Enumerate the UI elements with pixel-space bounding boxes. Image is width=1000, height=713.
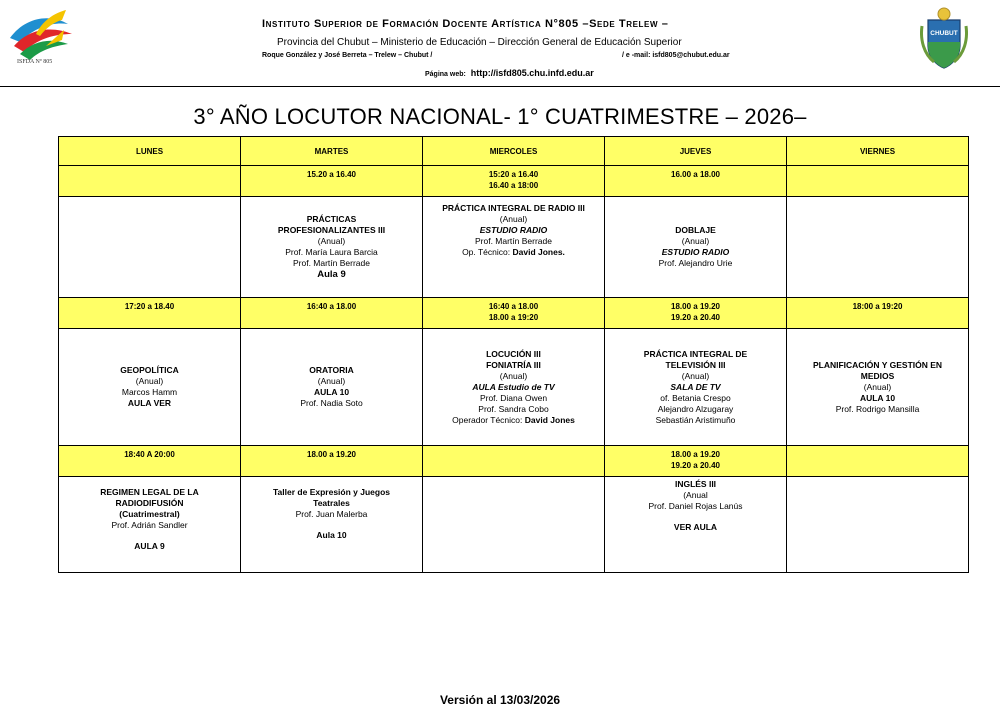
subject-title: PRÁCTICA INTEGRAL DE [643,348,748,359]
subject-cell-empty [423,477,605,573]
time-cell: 18.00 a 19.20 19.20 a 20.40 [605,446,787,477]
subject-cell [241,477,423,573]
subject-title: PRÁCTICAS [306,214,357,224]
subject-title: INGLÉS III [674,479,717,489]
subject-title: MEDIOS [860,370,895,381]
subject-cell [241,329,423,446]
professor: Marcos Hamm [121,387,178,397]
subject-title: PROFESIONALIZANTES III [277,225,386,235]
subject-row [59,477,969,573]
subject-cell [787,329,969,446]
professor: Prof. Adrián Sandler [111,520,188,530]
place: SALA DE TV [670,381,721,392]
place: ESTUDIO RADIO [661,247,730,257]
day-header: JUEVES [605,137,787,166]
subject-cell-empty [59,197,241,298]
time-cell: 15.20 a 16.40 [241,166,423,197]
page-title: 3° AÑO LOCUTOR NACIONAL- 1° CUATRIMESTRE – 2026– [193,104,807,129]
place: ESTUDIO RADIO [479,225,548,235]
room: VER AULA [673,522,718,532]
shield-label: CHUBUT [930,30,958,37]
province-shield-icon [920,6,968,70]
room: Aula 10 [316,530,347,540]
subject-modality: (Anual) [499,370,528,381]
subject-title: DOBLAJE [675,225,716,235]
professor: Prof. Alejandro Urie [658,258,733,268]
technician: Operador Técnico: David Jones [452,414,575,425]
time-cell [423,446,605,477]
province-line: Provincia del Chubut – Ministerio de Educación – Dirección General de Educación Superior [277,37,682,48]
subject-cell [605,329,787,446]
subject-row [59,329,969,446]
document-header [0,0,1000,88]
subject-modality: (Cuatrimestral) [119,509,180,519]
time-cell: 18.00 a 19.20 [241,446,423,477]
header-divider [0,86,1000,87]
subject-title: ORATORIA [309,365,354,375]
email: / e -mail: isfd805@chubut.edu.ar [622,52,730,59]
professor: Prof. Diana Owen [479,392,548,403]
professor: Prof. Martín Berrade [474,236,552,246]
subject-row [59,197,969,298]
time-cell: 15:20 a 16.40 16.40 a 18:00 [423,166,605,197]
professor: Prof. Daniel Rojas Lanús [648,501,743,511]
subject-title: PLANIFICACIÓN Y GESTIÓN EN [812,359,943,370]
subject-modality: (Anual) [681,236,710,246]
professor: Prof. Juan Malerba [295,509,368,519]
time-cell: 16:40 a 18.00 [241,298,423,329]
subject-modality: (Anual) [317,236,346,246]
version-label: Versión al 13/03/2026 [439,693,561,707]
room: AULA 10 [313,387,350,397]
subject-cell [605,197,787,298]
subject-title: FONIATRÍA III [486,359,541,370]
day-header-row [59,137,969,166]
subject-cell [59,329,241,446]
subject-modality: (Anual) [863,381,892,392]
subject-cell [59,477,241,573]
time-cell [787,166,969,197]
professor: Prof. Sandra Cobo [478,403,549,414]
time-row [59,166,969,197]
subject-title: REGIMEN LEGAL DE LA [100,487,199,497]
professor: of. Betania Crespo [660,392,731,403]
subject-title: PRÁCTICA INTEGRAL DE RADIO III [442,203,585,213]
time-cell: 16.00 a 18.00 [605,166,787,197]
website-label: Página web: [425,71,466,78]
subject-cell-empty [787,197,969,298]
subject-title: RADIODIFUSIÓN [115,498,184,508]
website-line [425,68,594,78]
day-header: LUNES [59,137,241,166]
time-cell: 18:00 a 19:20 [787,298,969,329]
address: Roque González y José Berreta – Trelew – Chubut / [262,52,433,59]
time-cell: 18:40 A 20:00 [59,446,241,477]
professor: Sebastián Aristimuño [655,414,736,425]
place: AULA Estudio de TV [472,381,555,392]
time-cell [787,446,969,477]
subject-modality: (Anual) [499,214,528,224]
subject-cell [605,477,787,573]
time-cell [59,166,241,197]
professor: Prof. Nadia Soto [300,398,363,408]
time-row [59,298,969,329]
time-cell: 18.00 a 19.20 19.20 a 20.40 [605,298,787,329]
subject-cell [423,197,605,298]
room: AULA 9 [134,541,165,551]
professor: Prof. María Laura Barcia [285,247,378,257]
subject-cell-empty [787,477,969,573]
day-header: MARTES [241,137,423,166]
room: Aula 9 [317,269,346,280]
schedule-table [58,136,969,573]
subject-cell [423,329,605,446]
time-cell: 17:20 a 18.40 [59,298,241,329]
subject-title: LOCUCIÓN III [486,348,541,359]
day-header: MIERCOLES [423,137,605,166]
professor: Prof. Rodrigo Mansilla [835,403,920,414]
subject-title: Taller de Expresión y Juegos [273,487,390,497]
room: AULA VER [127,398,172,408]
subject-title: GEOPOLÍTICA [120,365,179,375]
subject-title: Teatrales [313,498,350,508]
professor: Prof. Martín Berrade [292,258,370,268]
technician: Op. Técnico: David Jones. [462,247,565,257]
website-url[interactable]: http://isfd805.chu.infd.edu.ar [470,68,594,78]
subject-cell [241,197,423,298]
professor: Alejandro Alzugaray [657,403,734,414]
subject-modality: (Anual) [681,370,710,381]
subject-modality: (Anual [683,490,708,500]
subject-modality: (Anual) [317,376,346,386]
logo-caption: ISFDA Nº 805 [17,59,53,65]
day-header: VIERNES [787,137,969,166]
time-cell: 16:40 a 18.00 18.00 a 19:20 [423,298,605,329]
time-row [59,446,969,477]
room: AULA 10 [859,392,896,403]
subject-title: TELEVISIÓN III [665,359,726,370]
institute-name: Instituto Superior de Formación Docente Artística N°805 –Sede Trelew – [262,18,669,30]
subject-modality: (Anual) [135,376,164,386]
